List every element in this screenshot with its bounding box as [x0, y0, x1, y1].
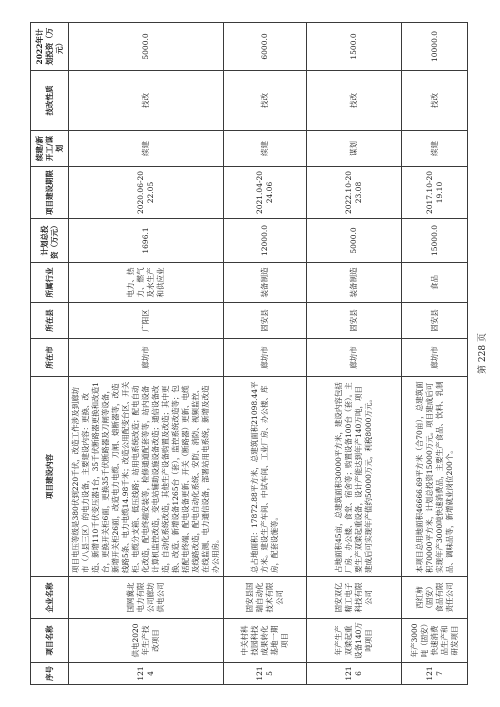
cell-category: 技改 [224, 71, 307, 131]
cell-county: 固安县 [402, 303, 468, 339]
cell-invest2022: 6000.0 [224, 23, 307, 71]
table-row [224, 23, 307, 685]
cell-industry: 装备制造 [224, 263, 307, 303]
table-row [402, 23, 468, 685]
cell-city: 廊坊市 [307, 339, 402, 377]
cell-content: 总占地面积：17872.88平方米，总建筑面积21098.44平方米。建设生产车间、中试车间、工业厂房、办公楼、库房，配套设施等。 [224, 377, 307, 577]
cell-company: 固安县国瑞自动化技术有限公司 [224, 577, 307, 619]
header-industry: 所属行业 [31, 263, 69, 303]
cell-status: 续建 [69, 131, 224, 167]
cell-period: 2017.10-2019.10 [402, 167, 468, 219]
cell-project-name: 中关村科技园科技成果转化基地一期项目 [224, 619, 307, 663]
header-invest2022: 2022年计划投资（万元） [31, 23, 69, 71]
cell-county: 固安县 [224, 303, 307, 339]
cell-seq: 1217 [402, 663, 468, 685]
header-company: 企业名称 [31, 577, 69, 619]
cell-company: 西红柿（固安）食品有限责任公司 [402, 577, 468, 619]
project-table [30, 22, 468, 685]
table-row [307, 23, 402, 685]
cell-content: 占地面积45亩，总建筑面积30000平方米，建设内容包括厂房、办公楼、食堂、宿舍等；购置设备100台（套）。主要生产双梁起重设备，设计产能达到年产140万吨，项目建成后可实现年产值约50000万元，利税8000万元。 [307, 377, 402, 577]
cell-industry: 装备制造 [307, 263, 402, 303]
cell-city: 廊坊市 [402, 339, 468, 377]
cell-category: 技改 [307, 71, 402, 131]
cell-category: 技改 [69, 71, 224, 131]
header-category: 技改性质 [31, 71, 69, 131]
cell-status: 续建 [224, 131, 307, 167]
cell-city: 廊坊市 [69, 339, 224, 377]
cell-company: 国网冀北电力有限公司廊坊供电公司 [69, 577, 224, 619]
header-city: 所在市 [31, 339, 69, 377]
cell-city: 廊坊市 [224, 339, 307, 377]
header-county: 所在县 [31, 303, 69, 339]
cell-invest2022: 10000.0 [402, 23, 468, 71]
header-status: 续建/新开工/谋划 [31, 131, 69, 167]
cell-content: 本项目总用地面积46666.69平方米（合70亩），总建筑面积70000平方米，计划总投资15000万元。项目建成后可实现年产3000吨快速消费品，主要生产食品、饮料、乳制品、调味品等，新增就业岗位200个。 [402, 377, 468, 577]
cell-investment: 15000.0 [402, 219, 468, 263]
cell-county: 广阳区 [69, 303, 224, 339]
cell-project-name: 年产生产双梁起重设备140万吨项目 [307, 619, 402, 663]
cell-status: 续建 [402, 131, 468, 167]
cell-seq: 1216 [307, 663, 402, 685]
cell-invest2022: 5000.0 [69, 23, 224, 71]
cell-company: 固安双亿精工电子科技有限公司 [307, 577, 402, 619]
cell-project-name: 年产3000吨（固安）快速消费品生产和研发项目 [402, 619, 468, 663]
cell-county: 固安县 [307, 303, 402, 339]
cell-invest2022: 1500.0 [307, 23, 402, 71]
cell-period: 2020.06-2022.05 [69, 167, 224, 219]
cell-seq: 1215 [224, 663, 307, 685]
cell-category: 技改 [402, 71, 468, 131]
cell-period: 2021.04-2024.06 [224, 167, 307, 219]
cell-investment: 12000.0 [224, 219, 307, 263]
table-row [69, 23, 224, 685]
cell-project-name: 供电2020年生产技改项目 [69, 619, 224, 663]
cell-period: 2022.10-2023.08 [307, 167, 402, 219]
page-number: 第 228 页 [478, 333, 488, 374]
cell-industry: 电力、热力、燃气及水生产和供应业 [69, 263, 224, 303]
header-period: 项目建设期限 [31, 167, 69, 219]
header-row [31, 23, 69, 685]
header-content: 项目建设内容 [31, 377, 69, 577]
header-project-name: 项目名称 [31, 619, 69, 663]
cell-seq: 1214 [69, 663, 224, 685]
header-seq: 序号 [31, 663, 69, 685]
cell-investment: 1696.1 [69, 219, 224, 263]
cell-status: 谋划 [307, 131, 402, 167]
cell-investment: 5000.0 [307, 219, 402, 263]
cell-industry: 食品 [402, 263, 468, 303]
cell-content: 项目电压等级是380伏到220千伏，改造工作涉及到廊坊市（八县三区）的电力设备，主要建设内容：更换、改造、新增110千伏变压器1台，35千伏断路器更换和改造1台，更换开关柜6面，更换35千伏断路器及刀闸等设备，新增开关柜26面，改造电力电缆、刀闸、熔断器等，改造线路5条、电力电缆14.98千米；改造公用配变台区、开关柜、电缆分支箱、低压线路；站用电系统改造；配电自动化改造，配电终端安装等，检修通道配套等等，站内设备计算机监控改造，变电站辅助设施设备改造；通信设备改造，自动化系统改造，其他生产设备购置及改造；其中更换、改造、新增设备1265台（套），监控系统改造等；包括配电终端、配电设备更新、开关（断路器）更新、电缆及线路改造，配电自动化系统、安防、消防、视频监控、在线监测、电力通信设备，部署站用电系统，新增及改造办公用房。 [69, 377, 224, 577]
header-investment: 计划总投资（万元） [31, 219, 69, 263]
